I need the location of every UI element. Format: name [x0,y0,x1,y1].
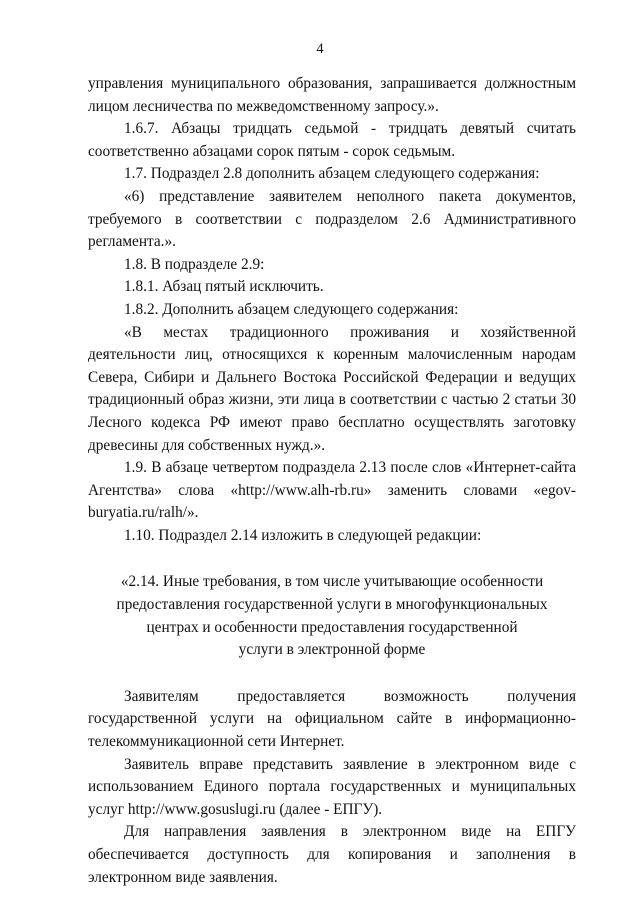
paragraph: управления муниципального образования, запрашивается должностным лицом лесничества по межведомственному запросу.». [88,75,576,115]
page-number: 4 [316,41,324,57]
paragraph: Заявителям предоставляется возможность получения государственной услуги на официальном сайте в информационно-телекоммуникационной сети Интернет. [88,687,576,751]
heading-line: предоставления государственной услуги в многофункциональных [116,596,548,614]
paragraph: Для направления заявления в электронном виде на ЕПГУ обеспечивается доступность для копирования и заполнения в электронном виде заявления. [88,823,576,886]
heading-line: услуги в электронной форме [238,641,426,659]
paragraph: 1.7. Подраздел 2.8 дополнить абзацем следующего содержания: [124,165,540,183]
paragraph: Заявитель вправе представить заявление в электронном виде с использованием Единого портала государственных и муниципальных услуг http://www.gosuslugi.ru (далее - ЕПГУ). [88,755,576,818]
paragraph: «6) представление заявителем неполного пакета документов, требуемого в соответствии с подразделом 2.6 Административного регламента.». [88,187,576,251]
paragraph: 1.10. Подраздел 2.14 изложить в следующей редакции: [124,526,482,544]
paragraph: «В местах традиционного проживания и хозяйственной деятельности лиц, относящихся к коренным малочисленным народам Севера, Сибири и Дальнего Востока Российской Федерации и ведущих традиционный образ жизни, эти лица в соответствии с частью 2 статьи 30 Лесного кодекса РФ имеют право бесплатно осуществлять заготовку древесины для собственных нужд.». [88,323,576,454]
paragraph: 1.8.2. Дополнить абзацем следующего содержания: [124,300,459,318]
paragraph: 1.9. В абзаце четвертом подраздела 2.13 после слов «Интернет-сайта Агентства» слова «http://www.alh-rb.ru» заменить словами «egov-buryatia.ru/ralh/». [88,459,576,522]
paragraph: 1.6.7. Абзацы тридцать седьмой - тридцать девятый считать соответственно абзацами сорок пятым - сорок седьмым. [88,120,576,160]
section-heading [88,571,576,661]
paragraph: 1.8. В подразделе 2.9: [124,255,265,273]
paragraphs-before-heading [88,73,576,547]
document-body [88,73,576,889]
heading-line: центрах и особенности предоставления государственной [146,618,518,636]
paragraph: 1.8.1. Абзац пятый исключить. [124,278,324,296]
paragraphs-after-heading [88,686,576,889]
heading-line: «2.14. Иные требования, в том числе учитывающие особенности [120,573,544,591]
